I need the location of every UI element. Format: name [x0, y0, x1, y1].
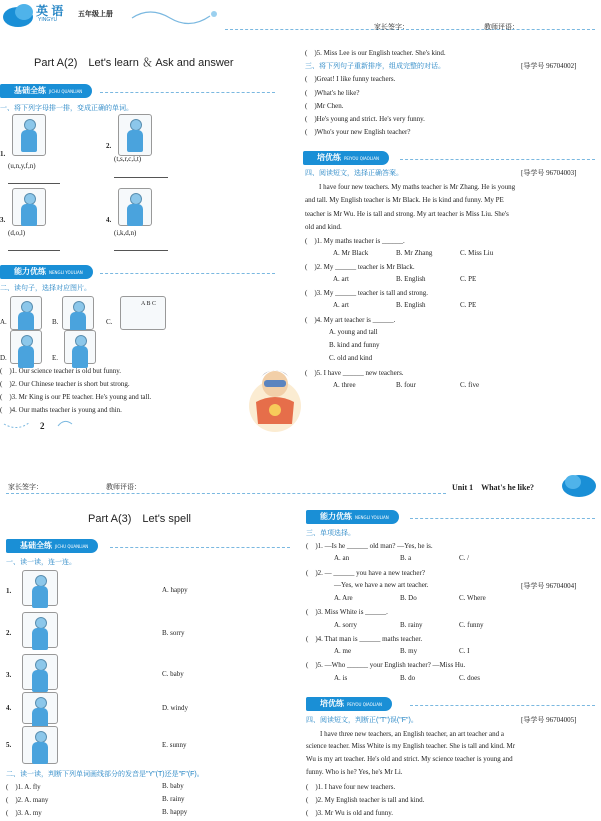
br-passage-line-2: science teacher. Miss White is my English teacher. She is tall and kind. Mr — [306, 742, 516, 750]
badge-ability-2-label: 能力优练 — [320, 512, 352, 521]
picture-label-c: C. — [106, 318, 113, 326]
match-word-2: B. sorry — [162, 629, 185, 637]
q5-option-a: A. three — [333, 381, 356, 389]
match-num-1: 1. — [6, 587, 12, 595]
section-1-title: 一、将下列字母排一排，变成正确的单词。 — [0, 105, 133, 112]
picture-c — [120, 296, 166, 330]
cloud-logo-icon — [560, 472, 598, 498]
badge-advanced-2 — [306, 697, 392, 711]
match-num-3: 3. — [6, 671, 12, 679]
br-q1-c: C. / — [459, 554, 470, 562]
bl-section-1-title: 一、读一读，连一连。 — [6, 559, 76, 566]
q4-option-b: B. kind and funny — [329, 341, 380, 349]
teacher-figure-1 — [12, 114, 46, 156]
mascot-illustration — [242, 362, 308, 434]
br-q4-c: C. I — [459, 647, 470, 655]
br-tf-2: ( )2. My English teacher is tall and kind. — [306, 796, 425, 804]
q5-option-c: C. five — [460, 381, 480, 389]
q1-option-b: B. Mr Zhang — [396, 249, 433, 257]
match-num-5: 5. — [6, 741, 12, 749]
picture-label-b: B. — [52, 318, 59, 326]
q3-option-c: C. PE — [460, 301, 477, 309]
s3-line-1: ( )Great! I like funny teachers. — [305, 75, 396, 83]
answer-line-2[interactable] — [114, 177, 168, 178]
br-section-3-title: 三、单项选择。 — [306, 530, 355, 537]
picture-label-d: D. — [0, 354, 7, 362]
br-s4-code: [导学号 96704005] — [521, 716, 577, 724]
bl-s2-row-2-a: ( )2. A. many — [6, 796, 49, 804]
badge-advanced-pinyin: PEIYOU QIAOLIAN — [344, 156, 379, 161]
scramble-num-4: 4. — [106, 216, 112, 224]
scramble-num-2: 2. — [106, 142, 112, 150]
section-4-title: 四、阅读短文，选择正确答案。 — [305, 170, 403, 177]
br-q3-a: A. sorry — [334, 621, 357, 629]
s3-line-5: ( )Who's your new English teacher? — [305, 128, 411, 136]
badge-basic-2-pinyin: JICHU QUANLIAN — [55, 544, 89, 549]
q4-option-c: C. old and kind — [329, 354, 373, 362]
br-q3-c: C. funny — [459, 621, 484, 629]
picture-e — [64, 330, 96, 364]
br-q5-c: C. does — [459, 674, 480, 682]
section-divider — [110, 547, 290, 548]
s3-line-4: ( )He's young and strict. He's very funny. — [305, 115, 425, 123]
q1-option-a: A. Mr Black — [333, 249, 369, 257]
badge-basic-2 — [6, 539, 98, 553]
badge-advanced-2-label: 培优练 — [320, 699, 344, 708]
teacher-figure-2 — [118, 114, 152, 156]
q2-option-c: C. PE — [460, 275, 477, 283]
br-q2-code: [导学号 96704004] — [521, 582, 577, 590]
section-divider — [400, 159, 595, 160]
q3-option-a: A. art — [333, 301, 349, 309]
scramble-letters-4: (i,k,d,n) — [114, 229, 137, 237]
s2-line-5: ( )5. Miss Lee is our English teacher. She's kind. — [305, 49, 446, 57]
section-divider — [410, 518, 595, 519]
teacher-comment-label: 教师评语： — [484, 24, 519, 31]
br-q2-c: C. Where — [459, 594, 486, 602]
page-gap — [0, 437, 601, 469]
br-q5-a: A. is — [334, 674, 348, 682]
passage-line-2: and tall. My English teacher is Mr Black. He is kind and funny. My PE — [305, 196, 504, 204]
match-picture-1 — [22, 570, 58, 606]
picture-b — [62, 296, 94, 330]
match-word-1: A. happy — [162, 586, 188, 594]
br-tf-1: ( )1. I have four new teachers. — [306, 783, 396, 791]
page-number: 2 — [40, 421, 45, 431]
s3-line-3: ( )Mr Chen. — [305, 102, 344, 110]
teacher-figure-4 — [118, 188, 152, 226]
br-q3: ( )3. Miss White is ______. — [306, 608, 388, 616]
blackboard-abc: A B C — [141, 301, 157, 307]
badge-basic — [0, 84, 92, 98]
q1-option-c: C. Miss Liu — [460, 249, 494, 257]
scramble-num-1: 1. — [0, 150, 6, 158]
bl-s2-row-3-b: B. happy — [162, 808, 188, 816]
br-passage-line-3: Wu is my art teacher. He's old and strict. My science teacher is young and — [306, 755, 513, 763]
question-1: ( )1. My maths teacher is ______. — [305, 237, 405, 245]
badge-basic-pinyin: JICHU QUANLIAN — [49, 89, 83, 94]
bottom-parent-sign-label: 家长签字： — [8, 484, 43, 491]
unit-title: Unit 1 What's he like? — [452, 483, 535, 492]
bottom-teacher-comment-label: 教师评语： — [106, 484, 141, 491]
answer-line-1[interactable] — [8, 183, 60, 184]
bl-s2-row-3-a: ( )3. A. my — [6, 809, 42, 817]
match-word-4: D. windy — [162, 704, 189, 712]
q3-option-b: B. English — [396, 301, 426, 309]
br-passage-line-4: funny. Who is he? Yes, he's Mr Li. — [306, 768, 403, 776]
br-q5-b: B. do — [400, 674, 416, 682]
answer-line-3[interactable] — [8, 250, 60, 251]
match-picture-3 — [22, 654, 58, 690]
match-num-4: 4. — [6, 704, 12, 712]
badge-ability-label: 能力优练 — [14, 267, 46, 276]
s2-line-3: ( )3. Mr King is our PE teacher. He's young and tall. — [0, 393, 152, 401]
match-word-3: C. baby — [162, 670, 184, 678]
match-picture-2 — [22, 612, 58, 648]
question-4: ( )4. My art teacher is ______. — [305, 316, 396, 324]
s2-line-4: ( )4. Our maths teacher is young and thin. — [0, 406, 122, 414]
br-q2: ( )2. — ______ you have a new teacher? — [306, 569, 425, 577]
scramble-num-3: 3. — [0, 216, 6, 224]
passage-line-4: old and kind. — [305, 223, 342, 231]
br-q1-b: B. a — [400, 554, 412, 562]
bl-section-2-title: 二、读一读，判断下列单词画线部分的发音是"Y"(T)还是"F"(F)。 — [6, 771, 204, 778]
br-tf-3: ( )3. Mr Wu is old and funny. — [306, 809, 394, 817]
q2-option-b: B. English — [396, 275, 426, 283]
q4-option-a: A. young and tall — [329, 328, 378, 336]
badge-ability-2-pinyin: NENGLI YOULIAN — [355, 515, 389, 520]
s3-code: [导学号 96704002] — [521, 62, 577, 70]
br-q3-b: B. rainy — [400, 621, 423, 629]
br-q1: ( )1. —Is he ______ old man? —Yes, he is. — [306, 542, 433, 550]
page-title: Part A(2) Let's learn ＆ Ask and answer — [34, 57, 234, 69]
passage-line-1: I have four new teachers. My maths teacher is Mr Zhang. He is young — [305, 183, 516, 191]
badge-advanced — [303, 151, 389, 165]
br-q1-a: A. an — [334, 554, 350, 562]
br-passage-line-1: I have three new teachers, an English teacher, an art teacher and a — [306, 730, 504, 738]
s2-line-1: ( )1. Our science teacher is old but funny. — [0, 367, 122, 375]
badge-basic-2-label: 基础全练 — [20, 541, 52, 550]
picture-label-e: E. — [52, 354, 59, 362]
scramble-letters-3: (d,o,l) — [8, 229, 26, 237]
br-q2-a: A. Are — [334, 594, 353, 602]
picture-label-a: A. — [0, 318, 7, 326]
section-divider — [100, 92, 275, 93]
section-divider — [100, 273, 275, 274]
s3-line-2: ( )What's he like? — [305, 89, 360, 97]
bl-s2-row-1-a: ( )1. A. fly — [6, 783, 41, 791]
match-picture-4 — [22, 692, 58, 724]
br-q4-b: B. my — [400, 647, 418, 655]
cloud-logo-icon — [2, 2, 38, 28]
question-3: ( )3. My ______ teacher is tall and strong. — [305, 289, 429, 297]
bl-s2-row-1-b: B. baby — [162, 782, 184, 790]
scramble-letters-1: (u,n,y,f,n) — [8, 162, 36, 170]
teacher-figure-3 — [12, 188, 46, 226]
badge-advanced-2-pinyin: PEIYOU QIAOLIAN — [347, 702, 382, 707]
section-divider — [410, 705, 595, 706]
badge-ability-pinyin: NENGLI YOULIAN — [49, 270, 83, 275]
header-dashed-line — [6, 493, 446, 494]
passage-line-3: teacher is Mr Wu. He is tall and strong. My art teacher is Miss Liu. She's — [305, 210, 509, 218]
br-q2-b: B. Do — [400, 594, 417, 602]
subject-title: 英 语 — [36, 4, 64, 18]
s2-line-2: ( )2. Our Chinese teacher is short but strong. — [0, 380, 130, 388]
q2-option-a: A. art — [333, 275, 349, 283]
badge-basic-label: 基础全练 — [14, 86, 46, 95]
br-section-4-title: 四、阅读短文，判断正("T")误("F")。 — [306, 717, 418, 724]
bl-s2-row-2-b: B. rainy — [162, 795, 185, 803]
bottom-page-title: Part A(3) Let's spell — [88, 513, 191, 525]
br-q4: ( )4. That man is ______ maths teacher. — [306, 635, 423, 643]
parent-sign-label: 家长签字： — [374, 24, 409, 31]
picture-d — [10, 330, 42, 364]
match-word-5: E. sunny — [162, 741, 187, 749]
header-dashed-line — [225, 29, 595, 30]
match-num-2: 2. — [6, 629, 12, 637]
br-q2-reply: —Yes, we have a new art teacher. — [334, 581, 429, 589]
q5-option-b: B. four — [396, 381, 416, 389]
answer-line-4[interactable] — [114, 250, 168, 251]
grade-label: 五年级上册 — [78, 11, 113, 18]
br-q4-a: A. me — [334, 647, 352, 655]
badge-ability — [0, 265, 93, 279]
section-2-title: 二、读句子，选择对应图片。 — [0, 285, 91, 292]
picture-a — [10, 296, 42, 330]
badge-ability-2 — [306, 510, 399, 524]
question-5: ( )5. I have ______ new teachers. — [305, 369, 404, 377]
question-2: ( )2. My ______ teacher is Mr Black. — [305, 263, 415, 271]
s4-code: [导学号 96704003] — [521, 169, 577, 177]
match-picture-5 — [22, 726, 58, 764]
header-swirl-icon — [130, 6, 225, 26]
subject-pinyin: YINGYU — [38, 17, 58, 23]
br-q5: ( )5. —Who ______ your English teacher? —Miss Hu. — [306, 661, 466, 669]
scramble-letters-2: (t,s,r,c,i,t) — [114, 155, 142, 163]
badge-advanced-label: 培优练 — [317, 153, 341, 162]
section-3-title: 三、将下列句子重新排序，组成完整的对话。 — [305, 63, 445, 70]
